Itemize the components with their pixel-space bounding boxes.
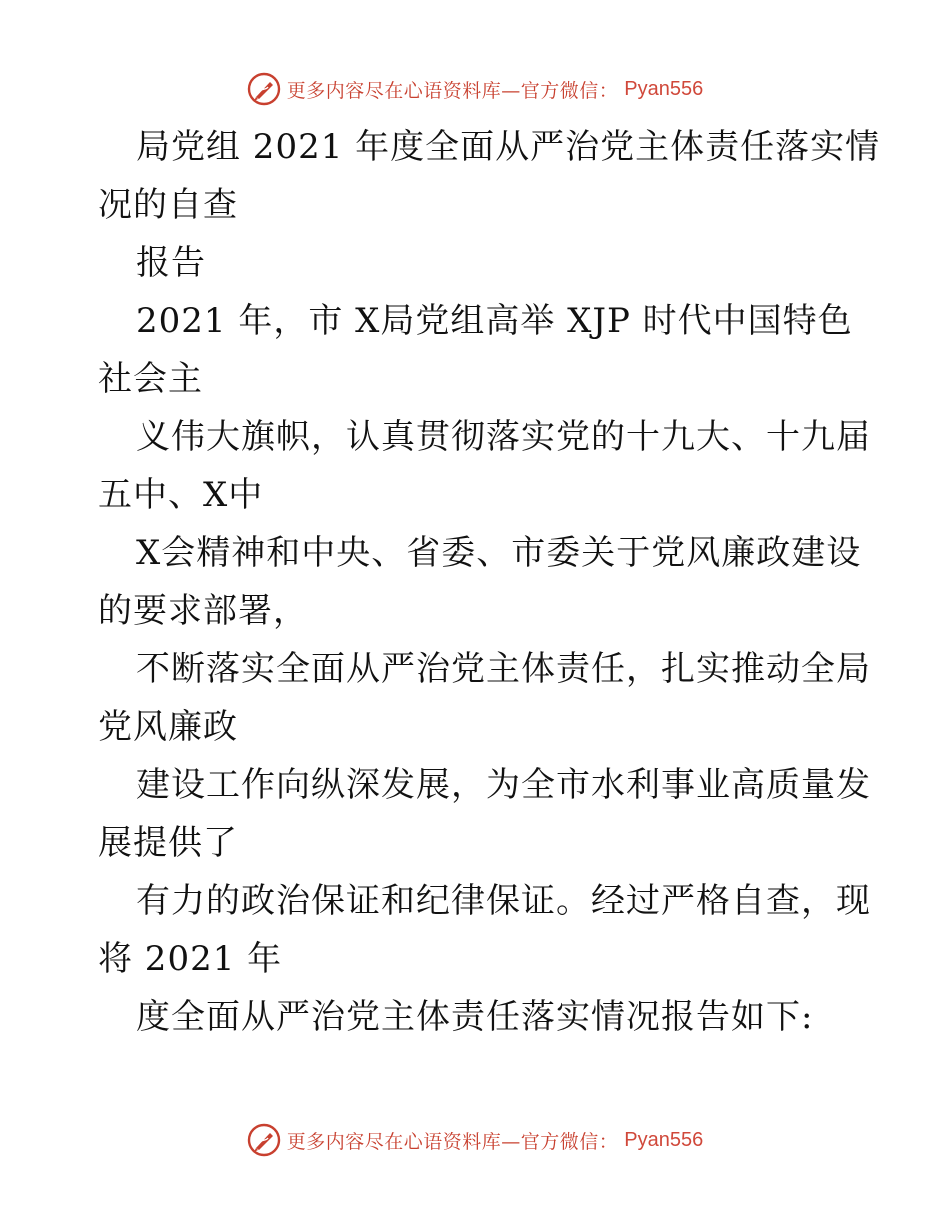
watermark-wechat-id: Pyan556	[624, 1128, 704, 1151]
paragraph-line: 不断落实全面从严治党主体责任，扎实推动全局	[136, 649, 871, 689]
watermark-text: 更多内容尽在心语资料库—官方微信：	[286, 79, 619, 102]
paragraph-line: 报告	[136, 243, 206, 283]
paragraph-line: 社会主	[98, 359, 203, 399]
paragraph-line: 的要求部署，	[98, 591, 308, 631]
paragraph-line: 义伟大旗帜，认真贯彻落实党的十九大、十九届	[136, 417, 871, 457]
watermark-text: 更多内容尽在心语资料库—官方微信：	[286, 1130, 619, 1153]
document-body	[98, 118, 881, 1046]
paragraph	[98, 872, 871, 988]
paragraph-line: 五中、X中	[98, 475, 264, 515]
paragraph	[98, 292, 858, 408]
watermark-wechat-id: Pyan556	[624, 77, 704, 100]
paragraph-line: 度全面从严治党主体责任落实情况报告如下:	[136, 997, 814, 1037]
paragraph-line: 2021 年，市 X局党组高举 XJP 时代中国特色	[136, 301, 853, 341]
paragraph	[98, 988, 858, 1046]
paragraph-line: 有力的政治保证和纪律保证。经过严格自查，现	[136, 881, 871, 921]
paragraph-title	[98, 118, 881, 234]
paragraph	[98, 640, 871, 756]
quill-logo-icon	[247, 1123, 281, 1157]
paragraph-line: 党风廉政	[98, 707, 238, 747]
paragraph	[98, 524, 862, 640]
header-watermark	[0, 72, 950, 106]
paragraph-line: 局党组 2021 年度全面从严治党主体责任落实情	[136, 127, 881, 167]
paragraph	[98, 756, 871, 872]
paragraph-line: 将 2021 年	[98, 939, 283, 979]
paragraph-line: 展提供了	[98, 823, 238, 863]
paragraph-line: 况的自查	[98, 185, 238, 225]
paragraph-line: X会精神和中央、省委、市委关于党风廉政建设	[136, 533, 862, 573]
paragraph-subtitle	[98, 234, 858, 292]
paragraph	[98, 408, 871, 524]
quill-logo-icon	[247, 72, 281, 106]
footer-watermark	[0, 1123, 950, 1157]
paragraph-line: 建设工作向纵深发展，为全市水利事业高质量发	[136, 765, 871, 805]
